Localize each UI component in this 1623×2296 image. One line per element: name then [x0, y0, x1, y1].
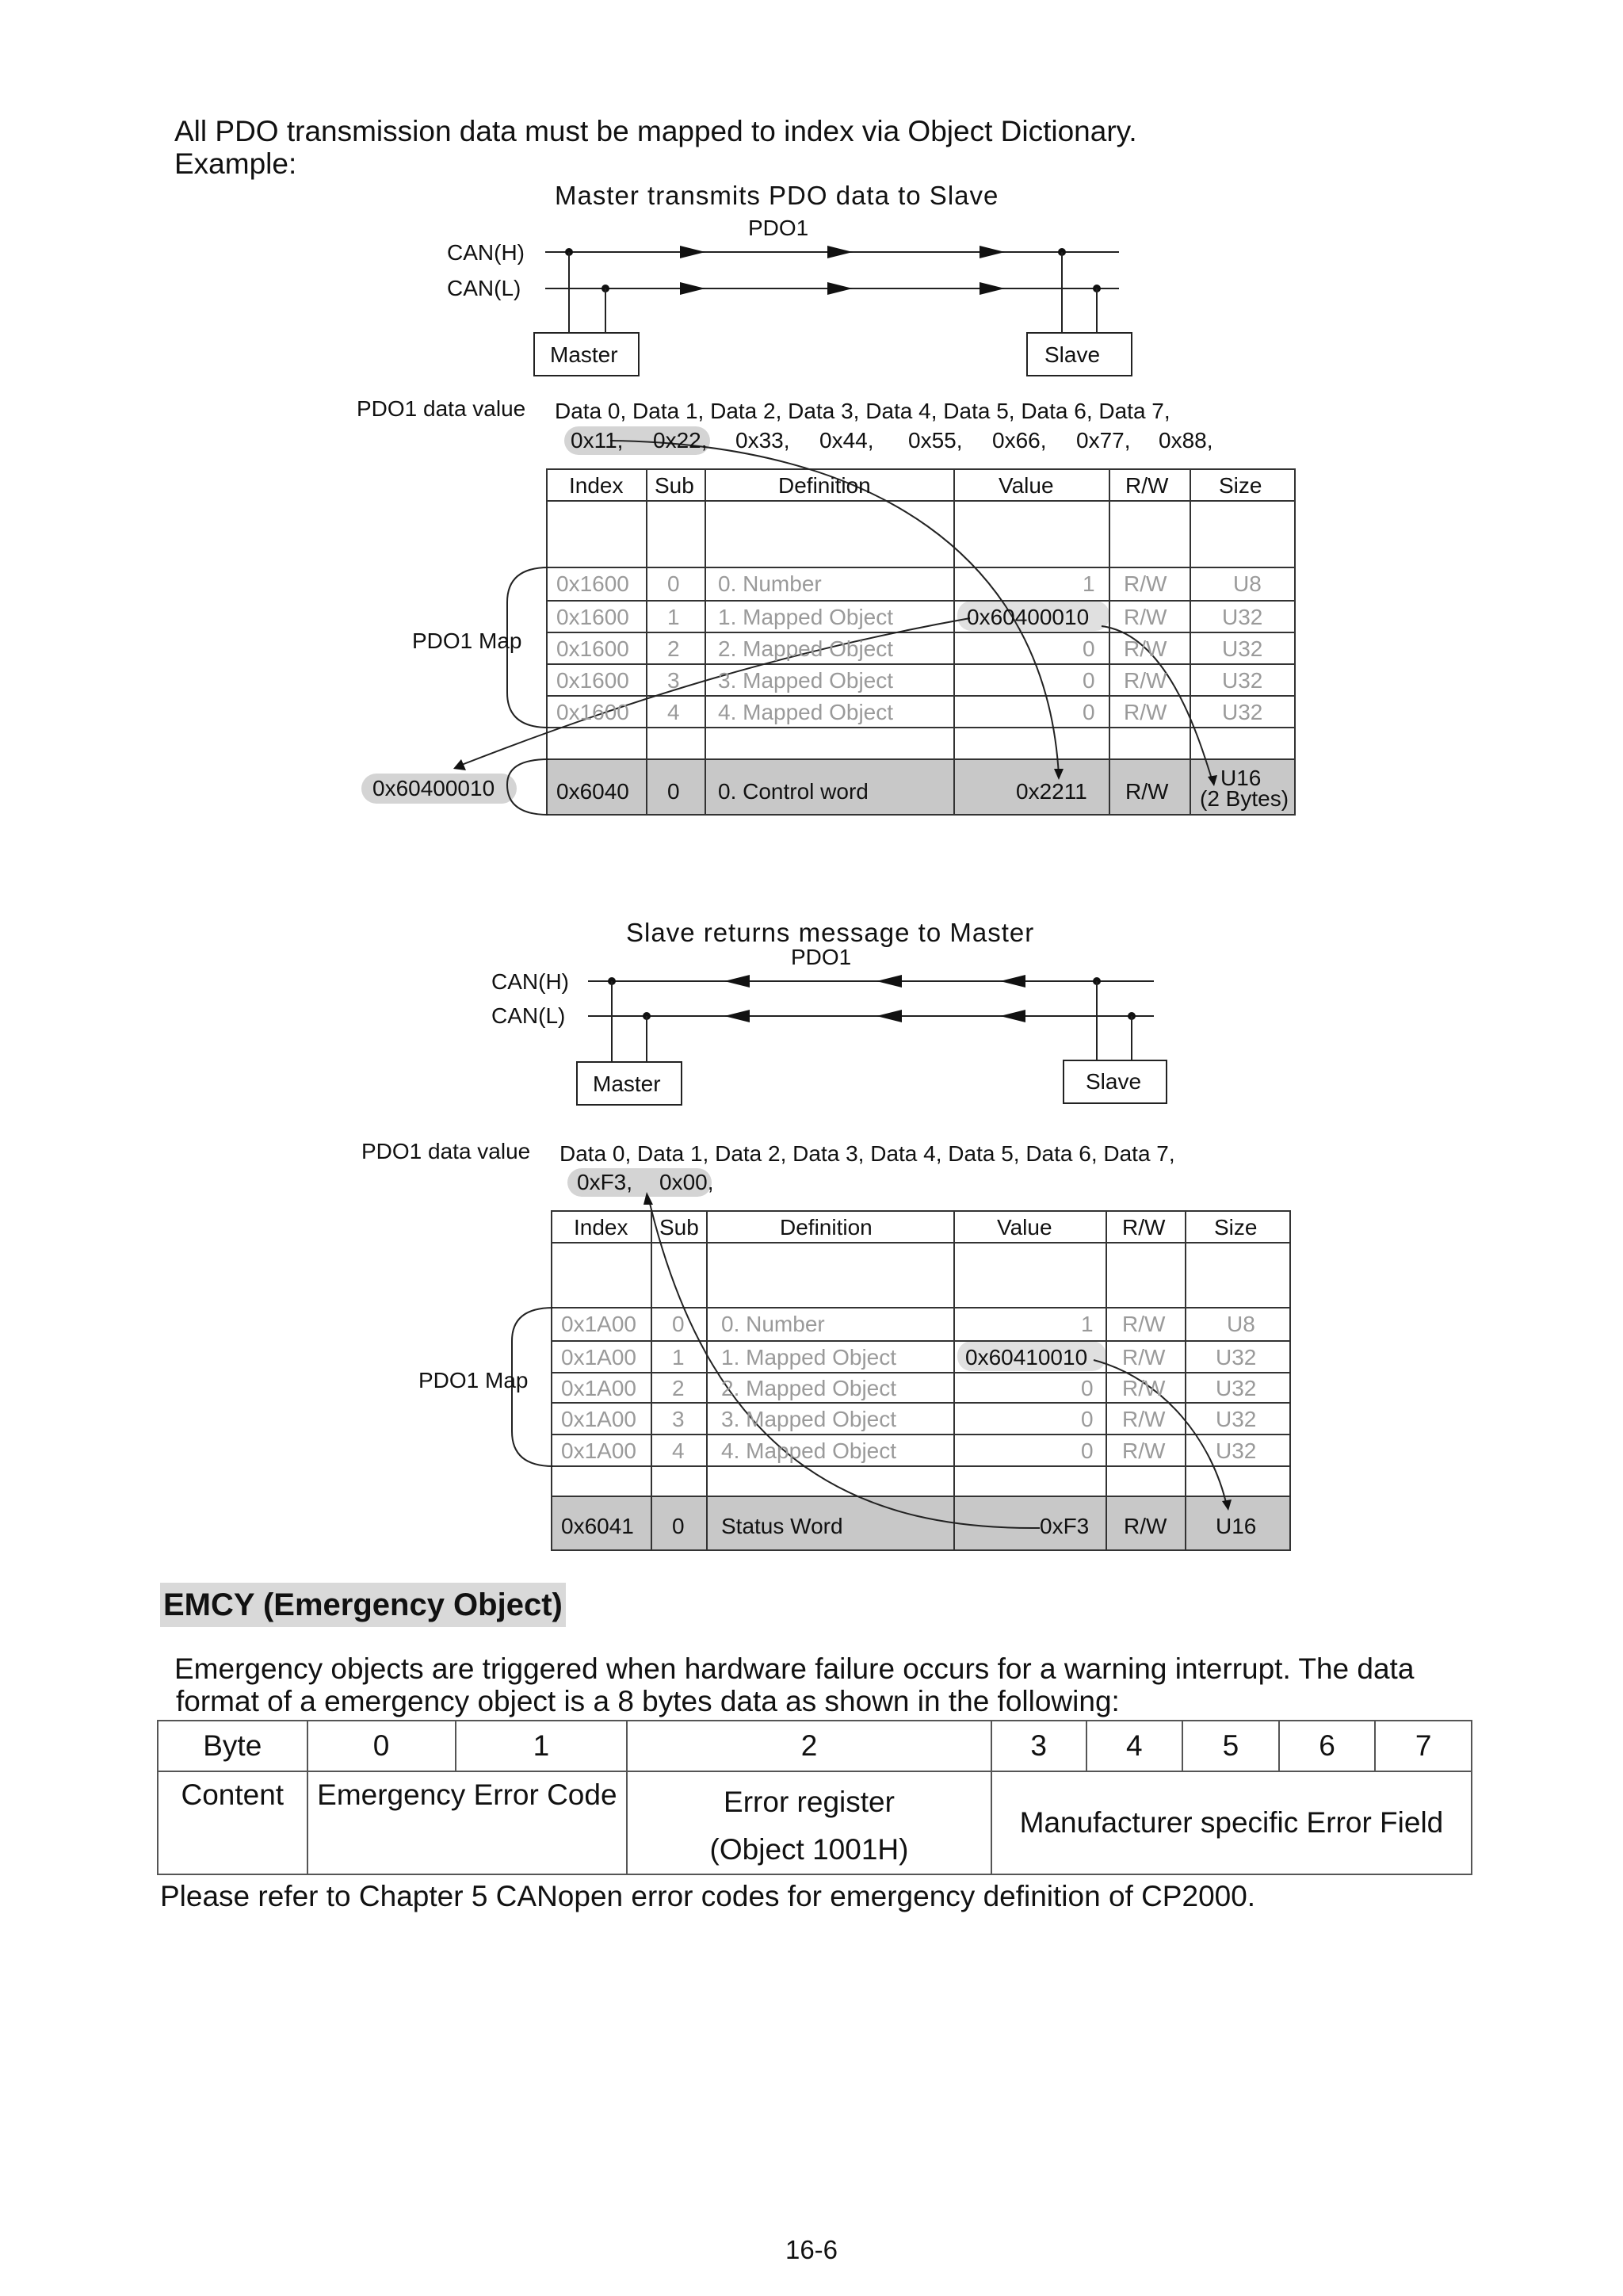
emcy-byte-cell: 6: [1279, 1721, 1376, 1771]
table2-header-size: Size: [1214, 1215, 1258, 1240]
emcy-paragraph-line-2: format of a emergency object is a 8 bytes data as shown in the following:: [176, 1685, 1120, 1717]
emcy-byte-cell: 1: [456, 1721, 628, 1771]
diagram1-data-value: 0x77,: [1076, 428, 1131, 453]
diagram2-data-value: 0xF3,: [577, 1170, 633, 1194]
intro-line-1: All PDO transmission data must be mapped to index via Object Dictionary.: [174, 115, 1137, 147]
table1-header-size: Size: [1219, 473, 1262, 498]
intro-line-2: Example:: [174, 147, 297, 180]
diagram2-can-h: CAN(H): [491, 969, 569, 994]
diagram1-pdo-label: PDO1: [748, 216, 809, 240]
table1-header-index: Index: [569, 473, 624, 498]
emcy-content-label: Content: [158, 1771, 307, 1874]
diagram1-data-value: 0x88,: [1159, 428, 1213, 453]
emcy-byte-cell: 4: [1086, 1721, 1183, 1771]
diagram1-callout: 0x60400010: [372, 776, 495, 800]
emcy-byte-label: Byte: [158, 1721, 307, 1771]
emcy-byte-cell: 5: [1182, 1721, 1279, 1771]
emcy-format-table: [157, 1720, 1472, 1875]
diagram1-data-value: 0x44,: [819, 428, 874, 453]
diagram2-data-value-label: PDO1 data value: [361, 1139, 531, 1163]
emcy-error-code-cell: Emergency Error Code: [307, 1771, 628, 1874]
table1-header-sub: Sub: [655, 473, 694, 498]
diagram1-title: Master transmits PDO data to Slave: [555, 181, 999, 210]
diagram1-data-value: 0x33,: [735, 428, 790, 453]
diagram2-pdo-label: PDO1: [791, 945, 852, 969]
diagram2-data-value: 0x00,: [659, 1170, 714, 1194]
diagram2-title: Slave returns message to Master: [626, 918, 1035, 947]
emcy-error-register-line-1: Error register: [724, 1786, 895, 1818]
diagram2-map-label: PDO1 Map: [418, 1368, 529, 1392]
emcy-byte-cell: 3: [991, 1721, 1086, 1771]
table1-header-definition: Definition: [778, 473, 871, 498]
diagram1-map-label: PDO1 Map: [412, 628, 522, 653]
emcy-manufacturer-cell: Manufacturer specific Error Field: [991, 1771, 1472, 1874]
diagram2-slave-box: Slave: [1086, 1069, 1142, 1094]
diagram2-can-l: CAN(L): [491, 1003, 566, 1028]
diagram2-data-line: Data 0, Data 1, Data 2, Data 3, Data 4, Data 5, Data 6, Data 7,: [559, 1141, 1175, 1166]
emcy-heading: EMCY (Emergency Object): [160, 1583, 566, 1627]
page-number: 16-6: [785, 2235, 838, 2264]
diagram1-master-box: Master: [550, 342, 618, 367]
diagram2-master-box: Master: [593, 1072, 661, 1096]
diagram1-can-l: CAN(L): [447, 276, 521, 300]
diagram1-data-line: Data 0, Data 1, Data 2, Data 3, Data 4, Data 5, Data 6, Data 7,: [555, 399, 1170, 423]
diagram1-data-value: 0x66,: [992, 428, 1047, 453]
diagram1-data-value-label: PDO1 data value: [357, 396, 526, 421]
emcy-error-register-cell: [627, 1771, 991, 1874]
table1-header-value: Value: [999, 473, 1054, 498]
emcy-paragraph-line-1: Emergency objects are triggered when hardware failure occurs for a warning interrupt. The data: [174, 1652, 1415, 1685]
table2-header-rw: R/W: [1122, 1215, 1166, 1240]
diagram1-can-h: CAN(H): [447, 240, 525, 265]
table2-header-sub: Sub: [659, 1215, 699, 1240]
table2-header-value: Value: [997, 1215, 1052, 1240]
diagram1-slave-box: Slave: [1044, 342, 1101, 367]
diagram1-data-value: 0x22,: [653, 428, 708, 453]
table2-header-index: Index: [574, 1215, 628, 1240]
emcy-byte-cell: 7: [1375, 1721, 1472, 1771]
emcy-note: Please refer to Chapter 5 CANopen error codes for emergency definition of CP2000.: [160, 1880, 1256, 1912]
table2-header-definition: Definition: [780, 1215, 873, 1240]
emcy-byte-cell: 2: [627, 1721, 991, 1771]
emcy-error-register-line-2: (Object 1001H): [709, 1833, 909, 1866]
table1-header-rw: R/W: [1125, 473, 1169, 498]
diagram1-data-value: 0x11,: [571, 428, 624, 453]
emcy-byte-cell: 0: [307, 1721, 456, 1771]
diagram1-data-value: 0x55,: [908, 428, 963, 453]
